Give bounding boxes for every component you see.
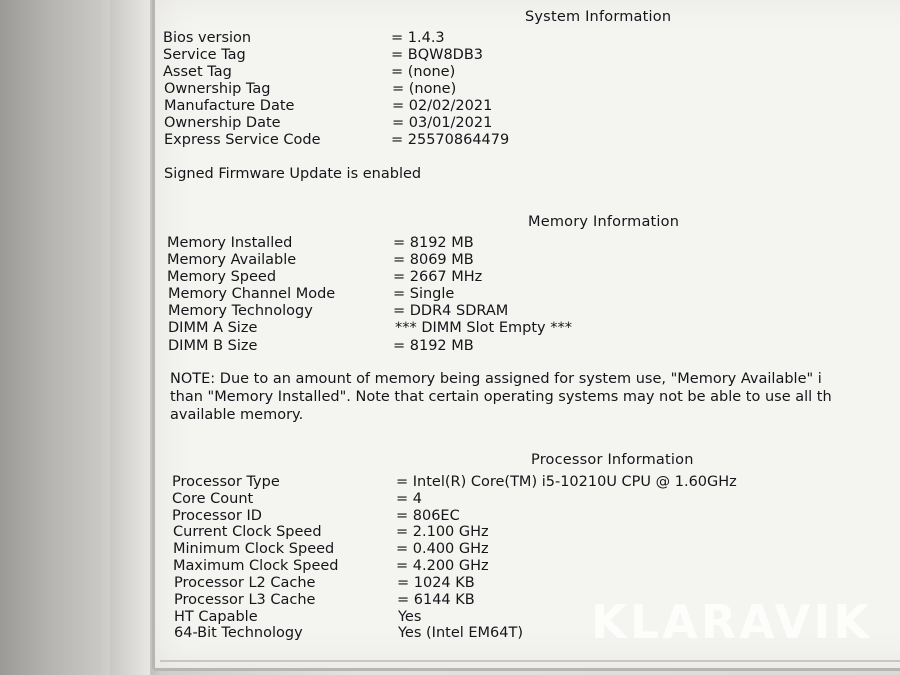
- info-row: [168, 303, 608, 321]
- info-label: Memory Speed: [167, 269, 277, 285]
- info-label: DIMM B Size: [168, 338, 258, 354]
- info-row: [164, 115, 584, 133]
- info-row: [164, 132, 584, 150]
- info-row: [164, 98, 584, 116]
- info-value: = 4: [396, 491, 422, 507]
- info-label: Memory Installed: [167, 235, 293, 251]
- info-label: Memory Available: [167, 252, 297, 268]
- info-value: = (none): [391, 64, 456, 80]
- info-value: = 02/02/2021: [392, 98, 493, 114]
- memory-note: [170, 370, 900, 424]
- info-value: = 8069 MB: [393, 252, 474, 268]
- info-value: = DDR4 SDRAM: [393, 303, 509, 319]
- info-row: [173, 541, 613, 559]
- system-info-title: System Information: [525, 9, 672, 25]
- info-row: [168, 286, 608, 304]
- firmware-status-text: Signed Firmware Update is enabled: [164, 166, 422, 182]
- info-row: [163, 30, 583, 48]
- info-row: [174, 625, 614, 643]
- info-label: Memory Channel Mode: [168, 286, 336, 302]
- processor-info-title: Processor Information: [531, 452, 694, 468]
- info-row: [172, 474, 792, 492]
- info-value: = Single: [393, 286, 455, 302]
- info-label: Maximum Clock Speed: [173, 558, 339, 574]
- info-value: Yes: [398, 609, 422, 625]
- info-row: [172, 491, 612, 509]
- info-row: [164, 81, 584, 99]
- info-row: [167, 252, 607, 270]
- info-value: = 4.200 GHz: [396, 558, 489, 574]
- info-value: = 6144 KB: [397, 592, 475, 608]
- info-row: [173, 558, 613, 576]
- memory-note-line: available memory.: [170, 407, 304, 423]
- info-row: [163, 64, 583, 82]
- info-value: = Intel(R) Core(TM) i5-10210U CPU @ 1.60GHz: [396, 474, 737, 490]
- info-row: [174, 592, 614, 610]
- info-label: Memory Technology: [168, 303, 313, 319]
- info-label: Ownership Tag: [164, 81, 271, 97]
- info-row: [168, 338, 608, 356]
- info-value: = 1.4.3: [391, 30, 445, 46]
- info-row: [163, 47, 583, 65]
- info-value: = 0.400 GHz: [396, 541, 489, 557]
- info-row: [168, 320, 608, 338]
- klaravik-watermark: KLARAVIK: [591, 595, 872, 649]
- info-label: DIMM A Size: [168, 320, 258, 336]
- info-value: = 8192 MB: [393, 338, 474, 354]
- info-label: Asset Tag: [163, 64, 232, 80]
- info-value: = 8192 MB: [393, 235, 474, 251]
- info-label: Service Tag: [163, 47, 246, 63]
- info-value: = 25570864479: [391, 132, 510, 148]
- info-row: [167, 235, 607, 253]
- info-label: Ownership Date: [164, 115, 281, 131]
- info-label: Processor L3 Cache: [174, 592, 316, 608]
- info-value: = (none): [392, 81, 457, 97]
- info-value: Yes (Intel EM64T): [398, 625, 524, 641]
- info-label: HT Capable: [174, 609, 258, 625]
- info-row: [174, 575, 614, 593]
- info-label: 64-Bit Technology: [174, 625, 303, 641]
- info-value: = 03/01/2021: [392, 115, 493, 131]
- memory-note-line: NOTE: Due to an amount of memory being assigned for system use, "Memory Available" i: [170, 371, 822, 387]
- info-label: Manufacture Date: [164, 98, 295, 114]
- info-value: = 2667 MHz: [393, 269, 483, 285]
- info-label: Minimum Clock Speed: [173, 541, 335, 557]
- info-row: [173, 524, 613, 542]
- info-value: = 2.100 GHz: [396, 524, 489, 540]
- info-row: [167, 269, 607, 287]
- info-label: Processor ID: [172, 508, 262, 524]
- info-label: Processor Type: [172, 474, 280, 490]
- info-label: Core Count: [172, 491, 254, 507]
- info-label: Processor L2 Cache: [174, 575, 316, 591]
- info-value: = 806EC: [396, 508, 460, 524]
- info-value: = 1024 KB: [397, 575, 475, 591]
- memory-note-line: than "Memory Installed". Note that certain operating systems may not be able to use all th: [170, 389, 832, 405]
- info-label: Bios version: [163, 30, 252, 46]
- info-label: Express Service Code: [164, 132, 321, 148]
- memory-info-title: Memory Information: [528, 214, 680, 230]
- info-value: *** DIMM Slot Empty ***: [395, 320, 572, 336]
- info-value: = BQW8DB3: [391, 47, 484, 63]
- info-label: Current Clock Speed: [173, 524, 322, 540]
